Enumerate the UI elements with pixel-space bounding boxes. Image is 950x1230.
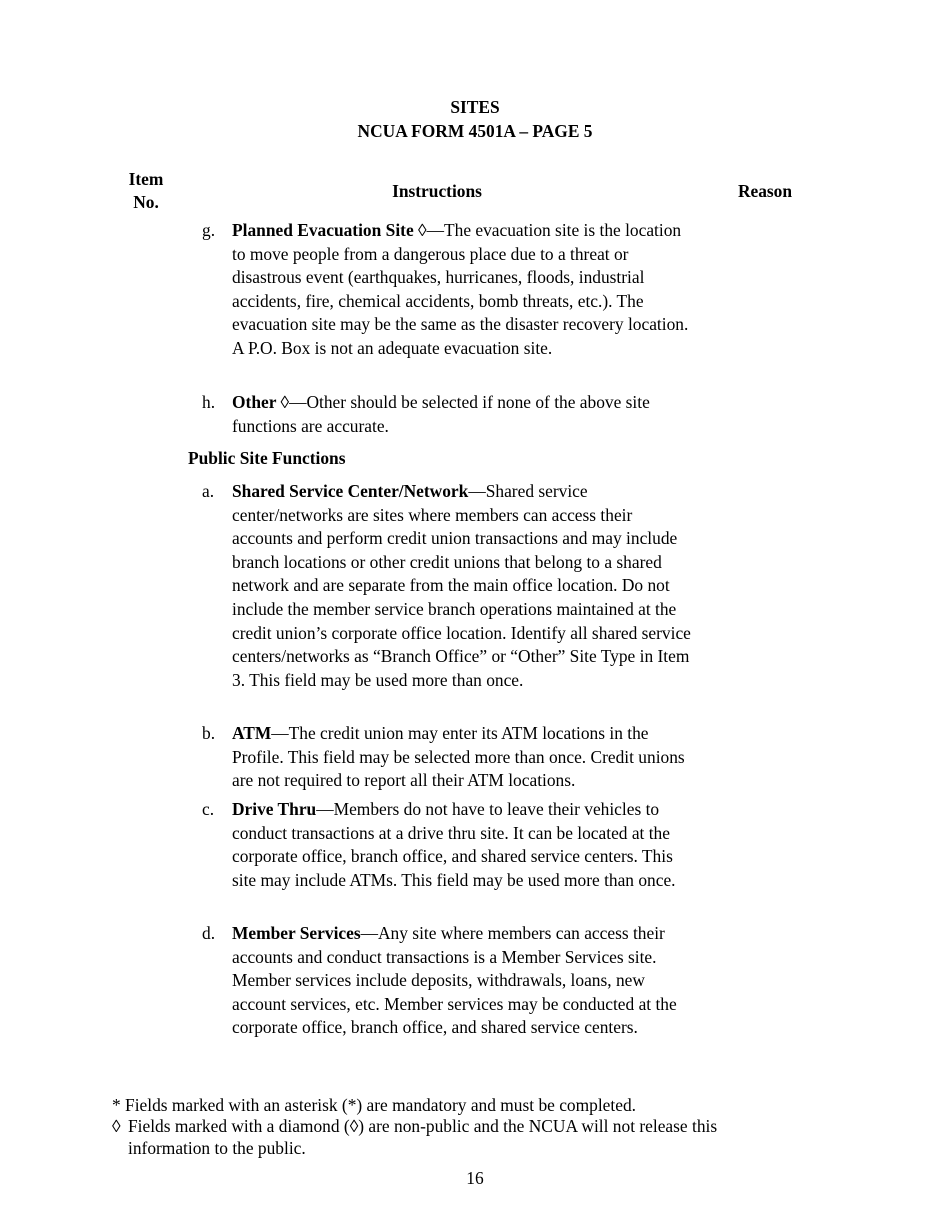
entry-text [232, 219, 692, 361]
entry-text [232, 391, 692, 438]
entry-letter: b. [202, 723, 216, 743]
entry-body: —The credit union may enter its ATM locations in the Profile. This field may be selected more than once. Credit unions are not required to report all their ATM locations. [232, 723, 685, 791]
entry-term: ATM [232, 723, 272, 743]
entry-letter: h. [202, 392, 216, 412]
entry-letter: g. [202, 220, 216, 240]
diamond-icon: ◊ [112, 1116, 121, 1136]
entry-letter: d. [202, 923, 216, 943]
column-header-item-line2: No. [133, 192, 159, 212]
entry-term: Drive Thru [232, 799, 317, 819]
entry-planned-evacuation-site [202, 219, 692, 361]
entry-body: —Members do not have to leave their vehicles to conduct transactions at a drive thru site. It can be located at the corporate office, branch office, and shared service centers. This site may include ATMs. This field may be used more than once. [232, 799, 676, 890]
footnote-diamond [112, 1116, 792, 1159]
section-title-public-site-functions: Public Site Functions [188, 448, 346, 468]
entry-term: Member Services [232, 923, 361, 943]
footnote-diamond-line2: information to the public. [128, 1137, 306, 1158]
entry-text [232, 798, 692, 892]
entry-term: Planned Evacuation Site ◊ [232, 220, 427, 240]
entry-term: Shared Service Center/Network [232, 481, 469, 501]
entry-letter: a. [202, 481, 215, 501]
entry-text [232, 480, 692, 692]
column-header-instructions: Instructions [392, 181, 482, 201]
entry-body: —Shared service center/networks are sites where members can access their accounts and perform credit union transactions and may include branch locations or other credit unions that belong to a shared network and are separate from the main office location. Do not include the member service branch operations maintained at the credit union’s corporate office location. Identify all shared service centers/networks as “Branch Office” or “Other” Site Type in Item 3. This field may be used more than once. [232, 481, 691, 690]
entry-term: Other ◊ [232, 392, 290, 412]
entry-text [232, 722, 692, 793]
entry-body: —Any site where members can access their accounts and conduct transactions is a Member Services site. Member services include deposits, withdrawals, loans, new account services, etc. Member services may be conducted at the corporate office, branch office, and shared service centers. [232, 923, 677, 1038]
entry-body: —Other should be selected if none of the above site functions are accurate. [232, 392, 650, 436]
footnote-asterisk: * Fields marked with an asterisk (*) are mandatory and must be completed. [112, 1095, 636, 1115]
column-header-item-line1: Item [128, 169, 164, 189]
form-subtitle: NCUA FORM 4501A – PAGE 5 [357, 121, 593, 141]
entry-other [202, 391, 692, 438]
entry-drive-thru [202, 798, 692, 892]
page-number: 16 [466, 1168, 484, 1188]
footnote-diamond-line1: Fields marked with a diamond (◊) are non-public and the NCUA will not release this [128, 1116, 718, 1136]
column-header-item-no [112, 168, 180, 214]
column-header-reason: Reason [737, 181, 793, 201]
entry-body: —The evacuation site is the location to move people from a dangerous place due to a threat or disastrous event (earthquakes, hurricanes, floods, industrial accidents, fire, chemical accidents, bomb threats, etc.). The evacuation site may be the same as the disaster recovery location. A P.O. Box is not an adequate evacuation site. [232, 220, 689, 358]
entry-letter: c. [202, 799, 215, 819]
entry-atm [202, 722, 692, 793]
entry-text [232, 922, 692, 1040]
page-title: SITES [450, 97, 500, 117]
entry-shared-service-center [202, 480, 692, 692]
entry-member-services [202, 922, 692, 1040]
